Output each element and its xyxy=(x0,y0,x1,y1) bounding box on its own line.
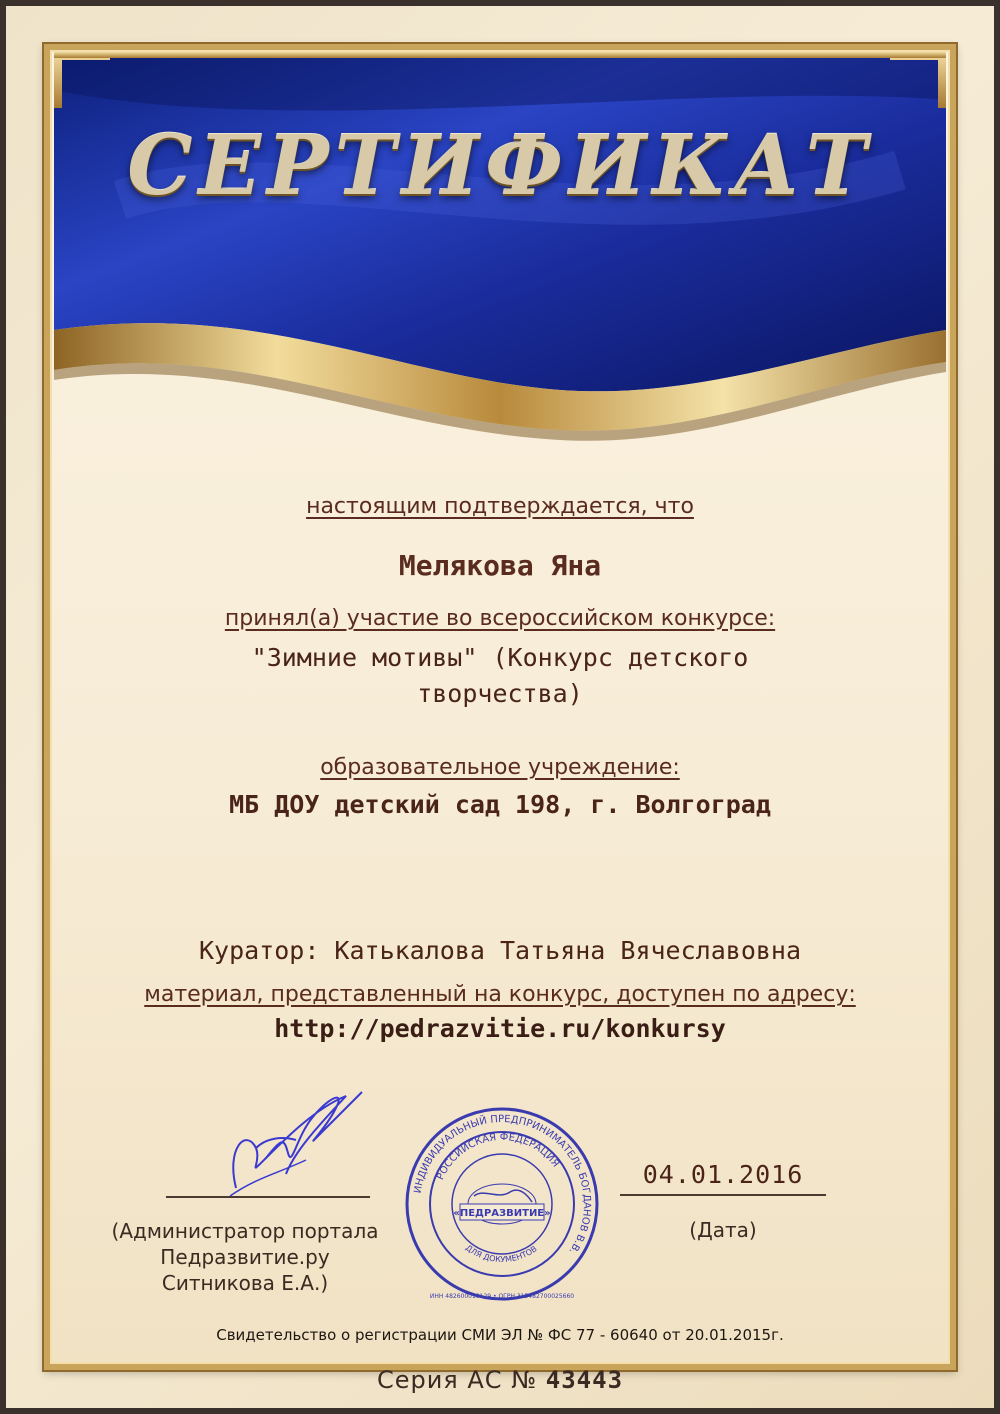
series-label: Серия АС № xyxy=(376,1366,538,1394)
confirmation-text: настоящим подтверждается, что xyxy=(306,494,694,519)
institution-label: образовательное учреждение: xyxy=(320,755,680,780)
seal-inner-text: РОССИЙСКАЯ ФЕДЕРАЦИЯ xyxy=(435,1131,562,1182)
material-url[interactable]: http://pedrazvitie.ru/konkursy xyxy=(274,1014,726,1043)
contest-name: "Зимние мотивы" (Конкурс детского творчества) xyxy=(251,643,749,708)
registration-text: Свидетельство о регистрации СМИ ЭЛ № ФС 77 - 60640 от 20.01.2015г. xyxy=(216,1326,784,1344)
certificate-title: СЕРТИФИКАТ xyxy=(127,118,873,214)
official-seal xyxy=(402,1104,602,1304)
date-caption: (Дата) xyxy=(689,1218,757,1242)
participation-text: принял(а) участие во всероссийском конкурсе: xyxy=(224,606,776,631)
institution-name: МБ ДОУ детский сад 198, г. Волгоград xyxy=(229,790,771,819)
series-value: 43443 xyxy=(545,1366,624,1394)
seal-center-text: «ПЕДРАЗВИТИЕ» xyxy=(453,1208,551,1219)
material-text: материал, представленный на конкурс, доступен по адресу: xyxy=(144,982,856,1007)
handwritten-signature xyxy=(196,1078,376,1208)
series-number xyxy=(0,1366,1000,1394)
signature-caption-line1: (Администратор портала xyxy=(111,1219,379,1243)
signature-caption-line3: Ситникова Е.А.) xyxy=(161,1271,329,1295)
date-line xyxy=(620,1194,826,1196)
seal-ids-text: ИНН 482600019129 • ОГРН 315482700025660 xyxy=(429,1293,575,1300)
signature-caption-line2: Педразвитие.ру xyxy=(160,1245,330,1269)
date-value: 04.01.2016 xyxy=(642,1160,804,1189)
seal-outer-text: ИНДИВИДУАЛЬНЫЙ ПРЕДПРИНИМАТЕЛЬ БОГДАНОВ В.В. xyxy=(412,1113,593,1256)
blue-gold-banner xyxy=(0,0,1000,470)
seal-bottom-text: ДЛЯ ДОКУМЕНТОВ xyxy=(463,1243,539,1265)
curator-name: Куратор: Катькалова Татьяна Вячеславовна xyxy=(198,936,802,965)
signature-caption xyxy=(80,1218,410,1296)
signature-line xyxy=(166,1196,370,1198)
participant-name: Мелякова Яна xyxy=(398,549,602,582)
